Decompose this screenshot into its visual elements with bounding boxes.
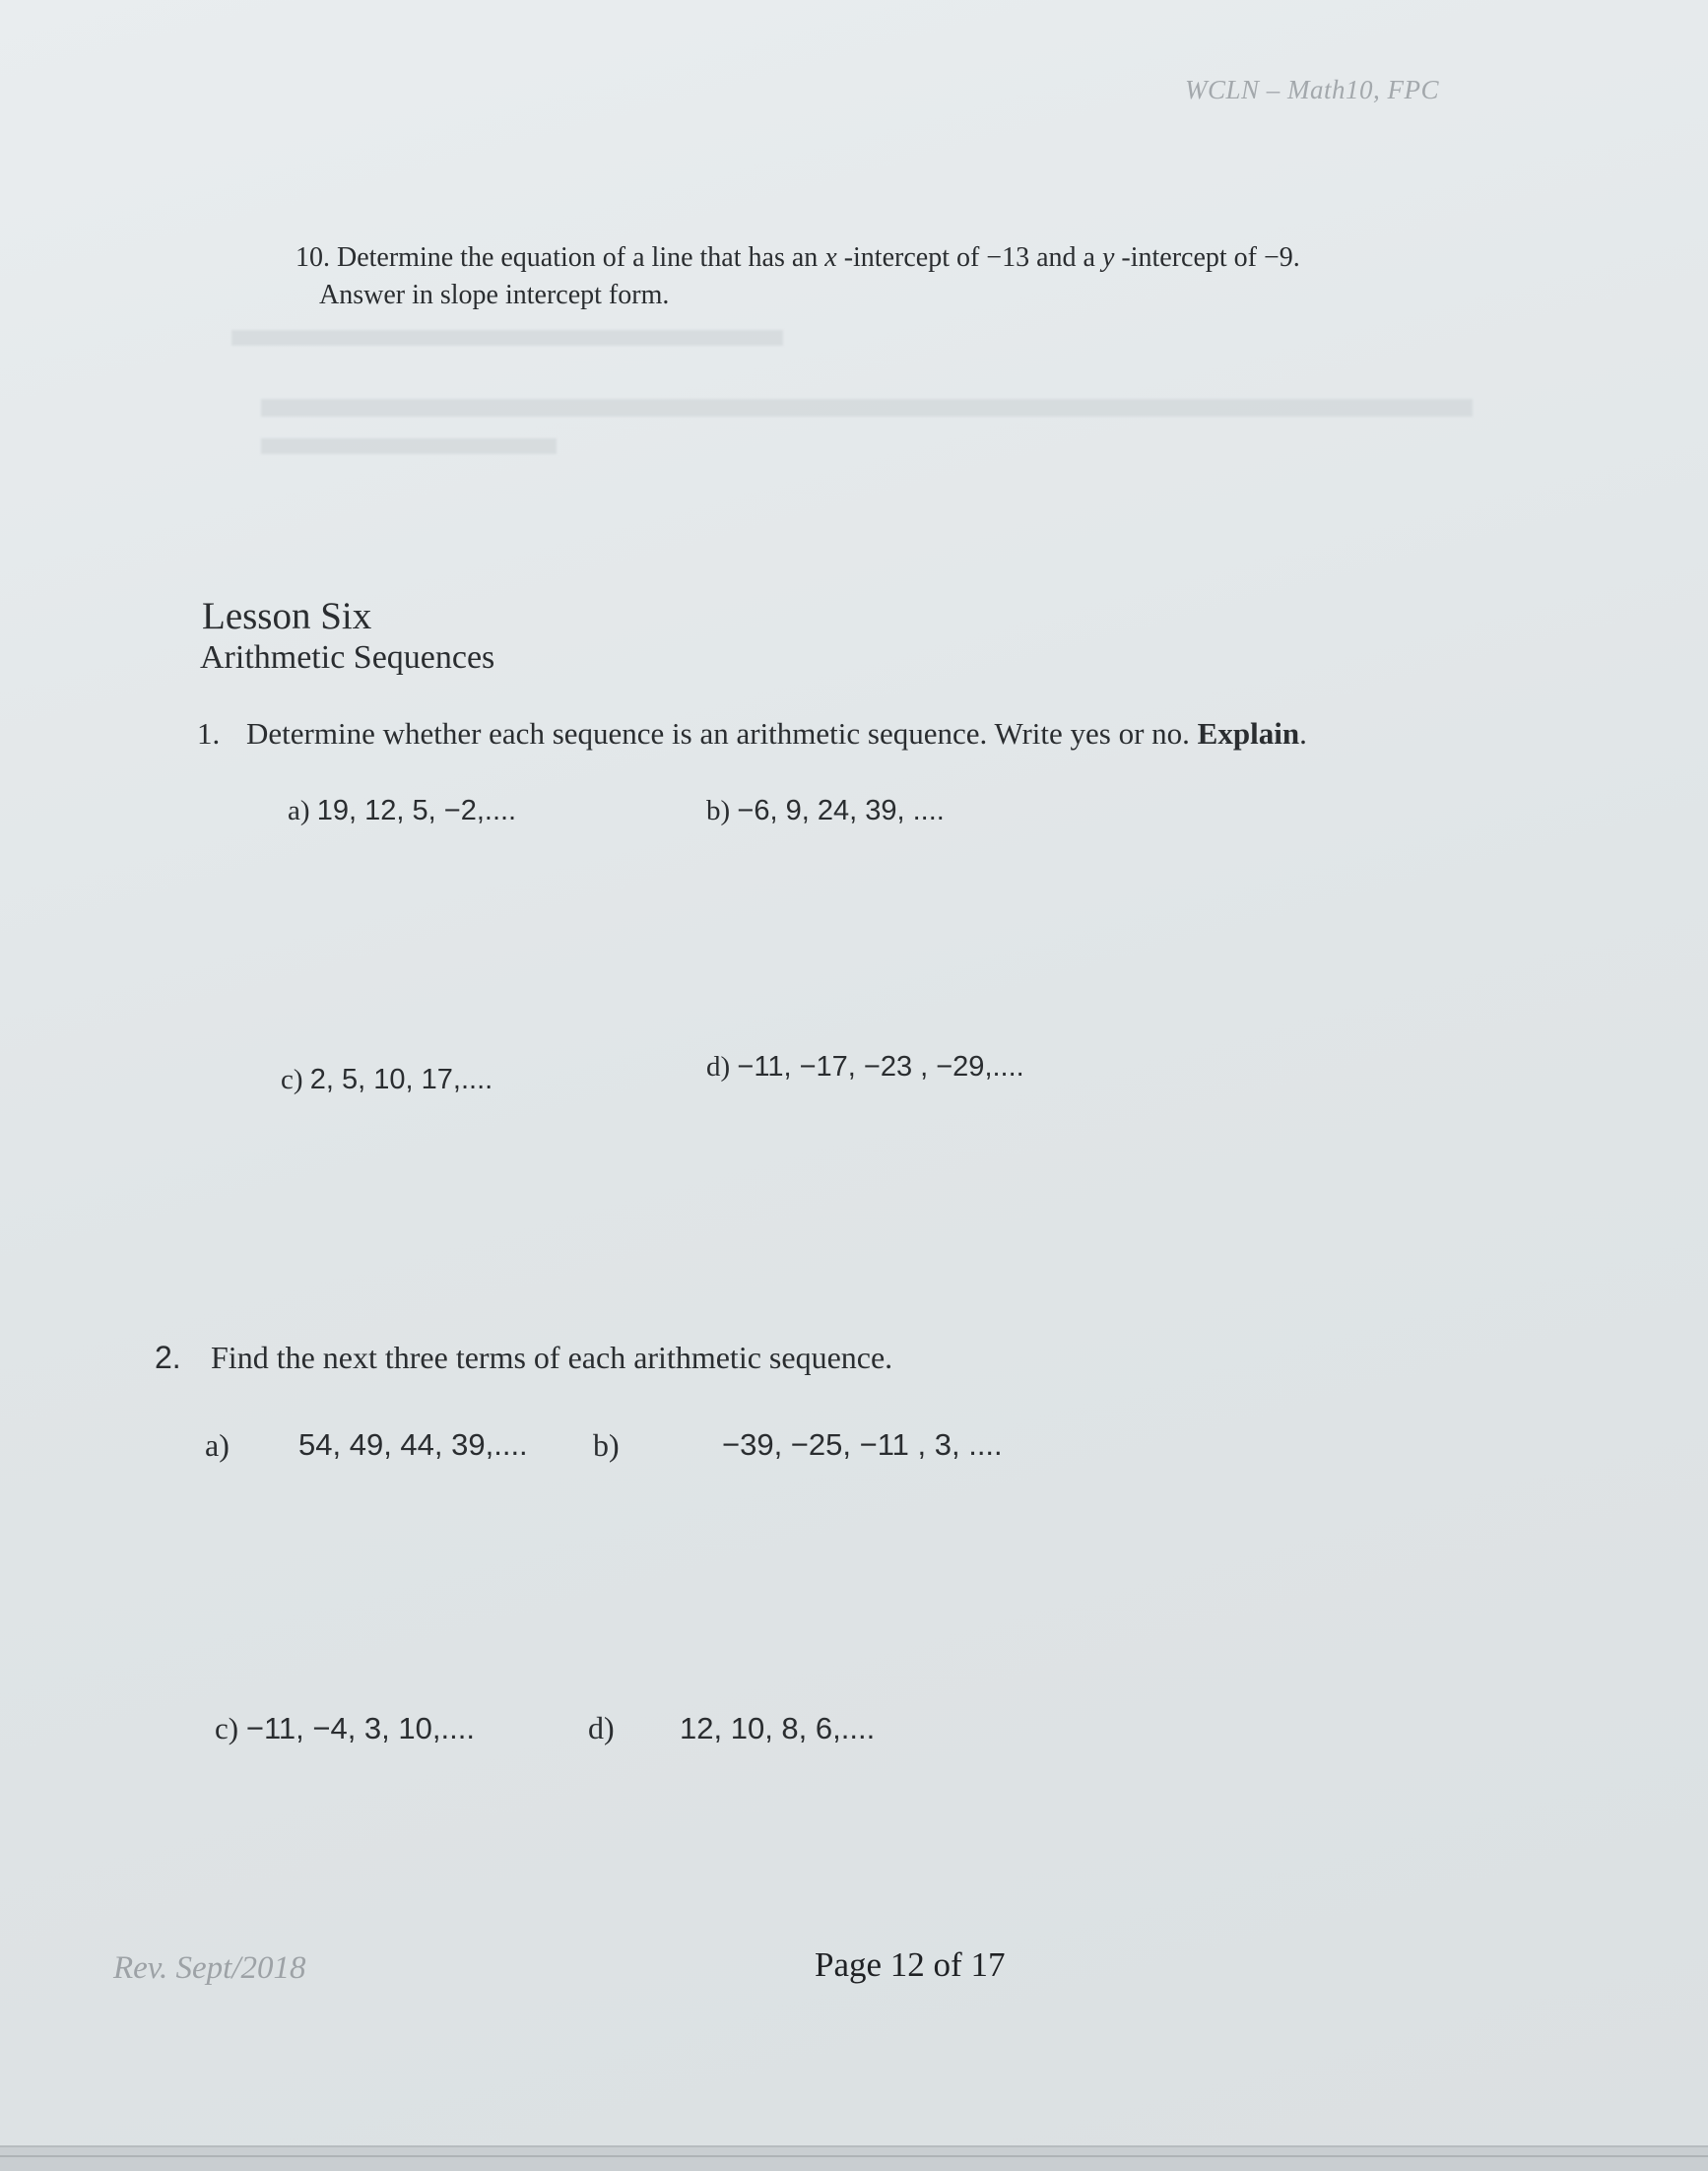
- revision-date: Rev. Sept/2018: [113, 1950, 306, 1986]
- page-number: Page 12 of 17: [815, 1945, 1006, 1984]
- item-label: b): [706, 795, 738, 826]
- variable-y: y: [1101, 242, 1115, 273]
- item-label: a): [288, 795, 317, 826]
- lesson-title: Lesson Six: [202, 595, 372, 637]
- question-1-number: 1.: [197, 716, 221, 751]
- item-label: c): [215, 1711, 246, 1745]
- question-2-number: 2.: [155, 1340, 181, 1375]
- question-2-item-b-value: −39, −25, −11 , 3, ....: [722, 1427, 1003, 1462]
- question-1: [197, 716, 1307, 752]
- question-2-item-c: [215, 1711, 475, 1746]
- question-2-item-d-value: 12, 10, 8, 6,....: [680, 1711, 876, 1745]
- document-header: WCLN – Math10, FPC: [1185, 75, 1440, 104]
- sequence-value: −11, −4, 3, 10,....: [245, 1711, 475, 1745]
- question-10-line-1: [296, 242, 1300, 274]
- question-10-line-2: Answer in slope intercept form.: [319, 280, 670, 310]
- page-stack-edge: [0, 2145, 1708, 2171]
- question-2-item-a-value: 54, 49, 44, 39,....: [298, 1427, 528, 1462]
- question-2-item-b-label: b): [593, 1427, 620, 1463]
- question-10-mid: -intercept of −13 and a: [836, 242, 1102, 273]
- bleed-through-line: [231, 330, 783, 346]
- question-2-text: Find the next three terms of each arithmetic sequence.: [211, 1340, 893, 1375]
- bleed-through-line: [261, 438, 557, 454]
- bleed-through-line: [261, 399, 1473, 417]
- item-label: d): [706, 1051, 738, 1083]
- sequence-value: 2, 5, 10, 17,....: [309, 1064, 493, 1095]
- item-label: c): [281, 1064, 310, 1095]
- question-1-text: Determine whether each sequence is an arithmetic sequence. Write yes or no.: [246, 716, 1198, 751]
- lesson-subtitle: Arithmetic Sequences: [200, 639, 495, 676]
- sequence-value: −6, 9, 24, 39, ....: [737, 795, 945, 826]
- question-1-item-b: [706, 795, 945, 827]
- question-1-end: .: [1299, 716, 1307, 751]
- sequence-value: −11, −17, −23 , −29,....: [737, 1051, 1024, 1083]
- sequence-value: 19, 12, 5, −2,....: [316, 795, 517, 826]
- question-1-item-c: [281, 1064, 493, 1096]
- question-2: [155, 1340, 892, 1376]
- question-2-item-a-label: a): [205, 1427, 230, 1463]
- question-1-item-d: [706, 1051, 1024, 1084]
- question-10-suffix: -intercept of −9.: [1114, 242, 1300, 273]
- variable-x: x: [824, 242, 837, 273]
- question-1-item-a: [288, 795, 516, 827]
- question-2-item-d-label: d): [588, 1710, 615, 1745]
- question-1-emphasis: Explain: [1197, 716, 1300, 751]
- question-10-prefix: 10. Determine the equation of a line that has an: [296, 242, 825, 273]
